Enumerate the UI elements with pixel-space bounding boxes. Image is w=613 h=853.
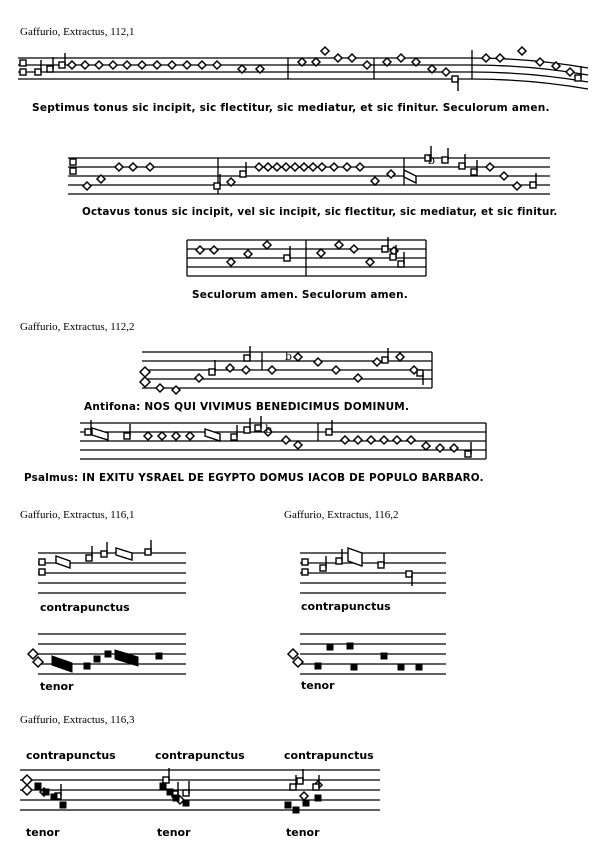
- clef-icon: [20, 60, 26, 66]
- diamond-note: [354, 436, 362, 444]
- square-note: [442, 157, 448, 163]
- label-tenor: tenor: [301, 679, 335, 692]
- diamond-note: [396, 353, 404, 361]
- clef-icon: [39, 569, 45, 575]
- square-note: [326, 429, 332, 435]
- square-note: [85, 429, 91, 435]
- staff-line: [18, 72, 588, 82]
- ligature: [56, 556, 70, 568]
- label-contrapunctus: contrapunctus: [301, 600, 391, 613]
- square-note: [313, 784, 319, 790]
- diamond-note: [348, 54, 356, 62]
- caption-septimus: Septimus tonus sic incipit, sic flectitur, sic mediatur, et sic finitur. Seculorum amen.: [32, 102, 550, 114]
- square-note: [398, 261, 404, 267]
- black-note: [84, 663, 90, 669]
- diamond-note: [536, 58, 544, 66]
- diamond-note: [153, 61, 161, 69]
- square-note: [336, 558, 342, 564]
- diamond-note: [513, 182, 521, 190]
- diamond-note: [263, 241, 271, 249]
- diamond-note: [363, 61, 371, 69]
- ligature: [116, 548, 132, 560]
- reference-116-1: Gaffurio, Extractus, 116,1: [20, 509, 135, 521]
- reference-112-1: Gaffurio, Extractus, 112,1: [20, 26, 135, 38]
- square-note: [452, 76, 458, 82]
- black-note: [327, 644, 333, 650]
- square-note: [214, 183, 220, 189]
- black-note: [416, 664, 422, 670]
- diamond-note: [81, 61, 89, 69]
- square-note: [244, 427, 250, 433]
- diamond-note: [227, 258, 235, 266]
- black-note: [351, 664, 357, 670]
- clef-icon: [302, 569, 308, 575]
- black-note: [183, 800, 189, 806]
- square-note: [284, 255, 290, 261]
- square-note: [240, 171, 246, 177]
- square-note: [101, 551, 107, 557]
- c-clef-icon: [22, 785, 32, 795]
- square-note: [35, 69, 41, 75]
- square-note: [209, 369, 215, 375]
- diamond-note: [343, 163, 351, 171]
- square-note: [575, 75, 581, 81]
- square-note: [163, 777, 169, 783]
- black-note: [167, 789, 173, 795]
- square-note: [320, 565, 326, 571]
- diamond-note: [482, 54, 490, 62]
- diamond-note: [226, 364, 234, 372]
- diamond-note: [123, 61, 131, 69]
- caption-seculorum: Seculorum amen. Seculorum amen.: [192, 289, 408, 301]
- black-note: [347, 643, 353, 649]
- black-note: [398, 664, 404, 670]
- diamond-note: [450, 444, 458, 452]
- square-note: [406, 571, 412, 577]
- diamond-note: [282, 436, 290, 444]
- black-note: [303, 800, 309, 806]
- diamond-note: [314, 358, 322, 366]
- clef-icon: [302, 559, 308, 565]
- square-note: [382, 246, 388, 252]
- diamond-note: [195, 374, 203, 382]
- label-tenor: tenor: [26, 826, 60, 839]
- square-note: [290, 784, 296, 790]
- diamond-note: [317, 249, 325, 257]
- caption-psalmus: Psalmus: IN EXITU YSRAEL DE EGYPTO DOMUS IACOB DE POPULO BARBARO.: [24, 472, 484, 484]
- diamond-note: [172, 386, 180, 394]
- label-tenor: tenor: [40, 680, 74, 693]
- diamond-note: [309, 163, 317, 171]
- diamond-note: [183, 61, 191, 69]
- diamond-note: [210, 246, 218, 254]
- label-contrapunctus: contrapunctus: [284, 749, 374, 762]
- square-note: [124, 433, 130, 439]
- diamond-note: [242, 366, 250, 374]
- reference-116-2: Gaffurio, Extractus, 116,2: [284, 509, 399, 521]
- square-note: [255, 425, 261, 431]
- black-note: [35, 783, 41, 789]
- diamond-note: [282, 163, 290, 171]
- diamond-note: [371, 177, 379, 185]
- diamond-note: [332, 366, 340, 374]
- diamond-note: [300, 792, 308, 800]
- diamond-note: [129, 163, 137, 171]
- reference-112-2: Gaffurio, Extractus, 112,2: [20, 321, 135, 333]
- diamond-note: [68, 61, 76, 69]
- square-note: [471, 169, 477, 175]
- reference-116-3: Gaffurio, Extractus, 116,3: [20, 714, 135, 726]
- diamond-note: [518, 47, 526, 55]
- diamond-note: [294, 441, 302, 449]
- diamond-note: [486, 163, 494, 171]
- square-note: [244, 355, 250, 361]
- square-note: [86, 555, 92, 561]
- diamond-note: [138, 61, 146, 69]
- flat-icon: b: [285, 350, 293, 363]
- square-note: [183, 790, 189, 796]
- diamond-note: [273, 163, 281, 171]
- diamond-note: [335, 241, 343, 249]
- diamond-note: [186, 432, 194, 440]
- black-ligature: [52, 656, 72, 672]
- diamond-note: [330, 163, 338, 171]
- diamond-note: [196, 246, 204, 254]
- flat-icon: b: [428, 154, 436, 167]
- black-note: [105, 651, 111, 657]
- diamond-note: [341, 436, 349, 444]
- diamond-note: [83, 182, 91, 190]
- diamond-note: [264, 163, 272, 171]
- black-note: [381, 653, 387, 659]
- diamond-note: [442, 68, 450, 76]
- square-note: [378, 562, 384, 568]
- ligature: [404, 170, 416, 183]
- staff-line: [18, 79, 588, 89]
- diamond-note: [354, 374, 362, 382]
- label-contrapunctus: contrapunctus: [155, 749, 245, 762]
- c-clef-icon: [22, 775, 32, 785]
- square-note: [382, 357, 388, 363]
- flat-icon: b: [265, 423, 273, 436]
- diamond-note: [321, 47, 329, 55]
- diamond-note: [318, 163, 326, 171]
- label-tenor: tenor: [157, 826, 191, 839]
- diamond-note: [213, 61, 221, 69]
- black-note: [43, 789, 49, 795]
- ligature: [92, 428, 108, 440]
- label-contrapunctus: contrapunctus: [40, 601, 130, 614]
- diamond-note: [397, 54, 405, 62]
- diamond-note: [407, 436, 415, 444]
- c-clef-icon: [140, 367, 150, 377]
- diamond-note: [366, 258, 374, 266]
- diamond-note: [500, 172, 508, 180]
- diamond-note: [268, 366, 276, 374]
- square-note: [231, 434, 237, 440]
- diamond-note: [291, 163, 299, 171]
- clef-icon: [70, 168, 76, 174]
- diamond-note: [334, 54, 342, 62]
- diamond-note: [158, 432, 166, 440]
- diamond-note: [146, 163, 154, 171]
- black-note: [160, 783, 166, 789]
- clef-icon: [20, 69, 26, 75]
- clef-icon: [70, 159, 76, 165]
- label-tenor: tenor: [286, 826, 320, 839]
- diamond-note: [109, 61, 117, 69]
- square-note: [530, 182, 536, 188]
- square-note: [459, 163, 465, 169]
- black-note: [156, 653, 162, 659]
- square-note: [145, 549, 151, 555]
- black-note: [293, 807, 299, 813]
- diamond-note: [168, 61, 176, 69]
- diamond-note: [255, 163, 263, 171]
- diamond-note: [393, 436, 401, 444]
- diamond-note: [356, 163, 364, 171]
- black-note: [285, 802, 291, 808]
- square-note: [47, 66, 53, 72]
- diamond-note: [566, 68, 574, 76]
- caption-octavus: Octavus tonus sic incipit, vel sic incipit, sic flectitur, sic mediatur, et sic finitur.: [82, 206, 558, 218]
- black-note: [315, 795, 321, 801]
- diamond-note: [496, 54, 504, 62]
- square-note: [417, 370, 423, 376]
- diamond-note: [95, 61, 103, 69]
- diamond-note: [172, 432, 180, 440]
- clef-icon: [39, 559, 45, 565]
- diamond-note: [387, 170, 395, 178]
- black-note: [94, 656, 100, 662]
- ligature: [205, 429, 220, 441]
- diamond-note: [422, 442, 430, 450]
- diamond-note: [350, 245, 358, 253]
- diamond-note: [380, 436, 388, 444]
- diamond-note: [300, 163, 308, 171]
- diamond-note: [156, 384, 164, 392]
- black-note: [315, 663, 321, 669]
- label-contrapunctus: contrapunctus: [26, 749, 116, 762]
- square-note: [297, 778, 303, 784]
- square-note: [390, 254, 396, 260]
- square-note: [465, 451, 471, 457]
- black-note: [51, 794, 57, 800]
- diamond-note: [294, 353, 302, 361]
- black-note: [173, 795, 179, 801]
- diamond-note: [367, 436, 375, 444]
- diamond-note: [436, 444, 444, 452]
- diamond-note: [144, 432, 152, 440]
- square-note: [59, 62, 65, 68]
- diamond-note: [373, 358, 381, 366]
- black-note: [60, 802, 66, 808]
- diamond-note: [115, 163, 123, 171]
- caption-antifona: Antifona: NOS QUI VIVIMUS BENEDICIMUS DOMINUM.: [84, 401, 410, 413]
- staff-line: [18, 65, 588, 75]
- diamond-note: [198, 61, 206, 69]
- diamond-note: [244, 250, 252, 258]
